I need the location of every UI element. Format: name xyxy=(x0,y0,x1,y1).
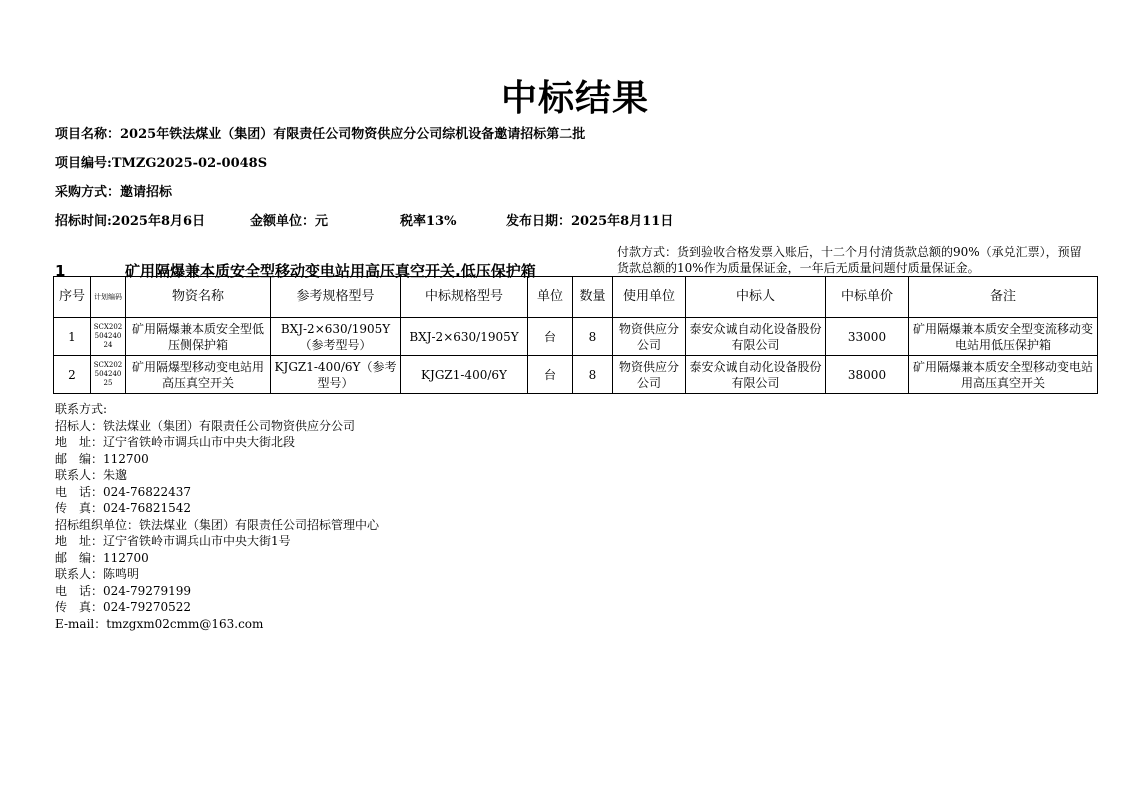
cell-qty: 8 xyxy=(573,356,613,394)
project-name-line xyxy=(55,123,585,142)
contact-line: 地 址：辽宁省铁岭市调兵山市中央大街1号 xyxy=(55,534,291,548)
contact-line: 招标人：铁法煤业（集团）有限责任公司物资供应分公司 xyxy=(55,418,356,433)
contact-line: 传 真：024-79270522 xyxy=(55,600,192,614)
bid-time: 招标时间:2025年8月6日 xyxy=(55,214,206,229)
results-table xyxy=(53,276,1098,394)
contact-line: 传 真：024-76821542 xyxy=(55,501,192,515)
contact-heading: 联系方式: xyxy=(55,402,108,416)
section-number: 1 xyxy=(55,262,66,280)
cell-name: 矿用隔爆型移动变电站用高压真空开关 xyxy=(126,356,271,394)
header-qty: 数量 xyxy=(573,277,613,318)
page-title: 中标结果 xyxy=(500,78,649,119)
contact-line: 邮 编：112700 xyxy=(55,451,149,466)
table-header-row xyxy=(54,277,1098,318)
contact-line: 地 址：辽宁省铁岭市调兵山市中央大街北段 xyxy=(55,435,296,449)
header-name: 物资名称 xyxy=(126,277,271,318)
payment-terms: 付款方式：货到验收合格发票入账后，十二个月付清货款总额的90%（承兑汇票），预留货款总额的10%作为质量保证金，一年后无质量问题付质量保证金。 xyxy=(617,245,1082,275)
header-user: 使用单位 xyxy=(613,277,686,318)
cell-unit: 台 xyxy=(528,356,573,394)
cell-price: 38000 xyxy=(826,356,909,394)
contact-line: 电 话：024-76822437 xyxy=(55,484,192,499)
publish-date: 发布日期：2025年8月11日 xyxy=(506,214,674,229)
cell-plan-no: SCX20250424025 xyxy=(91,356,126,394)
bid-info-line xyxy=(55,210,673,229)
cell-seq: 2 xyxy=(54,356,91,394)
cell-price: 33000 xyxy=(826,318,909,356)
cell-winner: 泰安众诚自动化设备股份有限公司 xyxy=(686,318,826,356)
cell-unit: 台 xyxy=(528,318,573,356)
header-plan-no: 计划编码 xyxy=(91,277,126,318)
header-seq: 序号 xyxy=(54,277,91,318)
contact-line: 招标组织单位：铁法煤业（集团）有限责任公司招标管理中心 xyxy=(55,517,380,532)
table-row xyxy=(54,356,1098,394)
header-winner: 中标人 xyxy=(686,277,826,318)
procurement-method-line xyxy=(55,181,172,200)
cell-winner: 泰安众诚自动化设备股份有限公司 xyxy=(686,356,826,394)
cell-ref-spec: KJGZ1-400/6Y（参考型号） xyxy=(271,356,401,394)
procurement-method-label: 采购方式： xyxy=(55,185,121,200)
section-title: 矿用隔爆兼本质安全型移动变电站用高压真空开关.低压保护箱 xyxy=(125,262,536,280)
cell-ref-spec: BXJ-2×630/1905Y（参考型号） xyxy=(271,318,401,356)
cell-win-spec: BXJ-2×630/1905Y xyxy=(401,318,528,356)
contact-email: E-mail：tmzgxm02cmm@163.com xyxy=(55,616,264,631)
header-price: 中标单价 xyxy=(826,277,909,318)
tax-rate: 税率13% xyxy=(400,214,457,229)
project-name: 2025年铁法煤业（集团）有限责任公司物资供应分公司综机设备邀请招标第二批 xyxy=(120,127,586,142)
project-code-line xyxy=(55,152,267,171)
cell-qty: 8 xyxy=(573,318,613,356)
cell-user: 物资供应分公司 xyxy=(613,318,686,356)
cell-seq: 1 xyxy=(54,318,91,356)
cell-remark: 矿用隔爆兼本质安全型移动变电站用高压真空开关 xyxy=(909,356,1098,394)
contact-line: 联系人：朱邈 xyxy=(55,468,128,482)
cell-remark: 矿用隔爆兼本质安全型变流移动变电站用低压保护箱 xyxy=(909,318,1098,356)
project-name-label: 项目名称： xyxy=(55,127,121,142)
project-code-label: 项目编号: xyxy=(55,156,112,171)
contact-info xyxy=(55,401,379,632)
procurement-method: 邀请招标 xyxy=(120,185,173,200)
table-row xyxy=(54,318,1098,356)
contact-line: 电 话：024-79279199 xyxy=(55,583,192,598)
header-unit: 单位 xyxy=(528,277,573,318)
cell-plan-no: SCX20250424024 xyxy=(91,318,126,356)
header-win-spec: 中标规格型号 xyxy=(401,277,528,318)
cell-name: 矿用隔爆兼本质安全型低压侧保护箱 xyxy=(126,318,271,356)
header-ref-spec: 参考规格型号 xyxy=(271,277,401,318)
header-remark: 备注 xyxy=(909,277,1098,318)
contact-line: 联系人：陈鸣明 xyxy=(55,567,140,581)
currency-unit: 金额单位：元 xyxy=(250,214,329,229)
project-code: TMZG2025-02-0048S xyxy=(111,156,268,171)
cell-win-spec: KJGZ1-400/6Y xyxy=(401,356,528,394)
contact-line: 邮 编：112700 xyxy=(55,550,149,565)
cell-user: 物资供应分公司 xyxy=(613,356,686,394)
